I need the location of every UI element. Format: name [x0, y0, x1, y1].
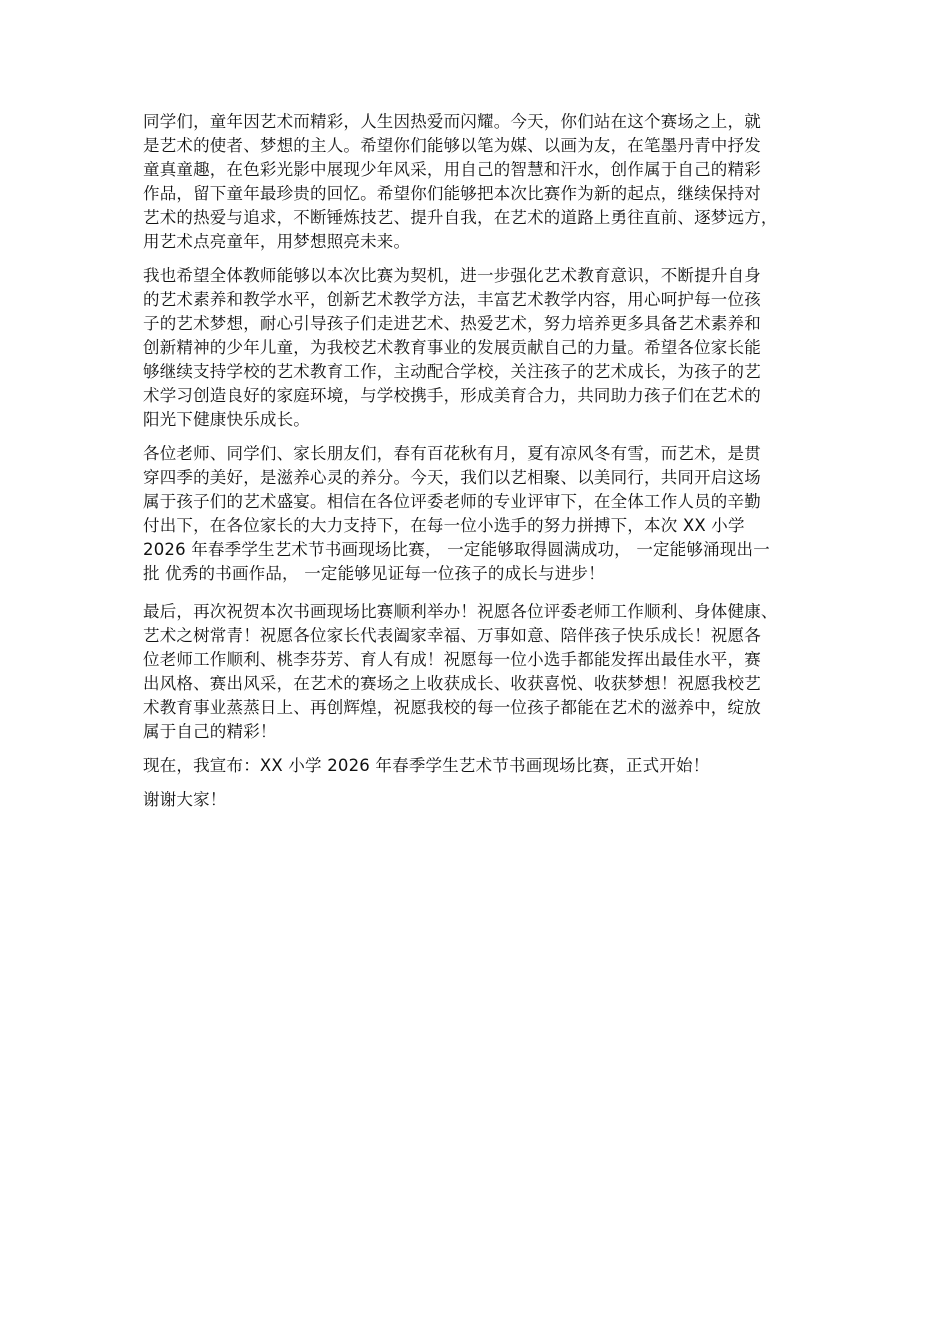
text-line: 2026 年春季学生艺术节书画现场比赛， 一定能够取得圆满成功， 一定能够涌现出一	[143, 540, 770, 559]
paragraph-thanks	[143, 788, 823, 812]
paragraph-students	[143, 110, 823, 254]
text-line: 各位老师、同学们、家长朋友们，春有百花秋有月，夏有凉风冬有雪，而艺术，是贯	[143, 444, 761, 463]
text-line: 出风格、赛出风采，在艺术的赛场之上收获成长、收获喜悦、收获梦想！祝愿我校艺	[143, 674, 761, 693]
text-line: 子的艺术梦想，耐心引导孩子们走进艺术、热爱艺术，努力培养更多具备艺术素养和	[143, 314, 761, 333]
paragraph-spacer	[143, 778, 823, 788]
paragraph-spacer	[143, 586, 823, 600]
text-line: 批 优秀的书画作品， 一定能够见证每一位孩子的成长与进步！	[143, 564, 605, 583]
text-line: 我也希望全体教师能够以本次比赛为契机，进一步强化艺术教育意识，不断提升自身	[143, 266, 761, 285]
text-line: 创新精神的少年儿童，为我校艺术教育事业的发展贡献自己的力量。希望各位家长能	[143, 338, 761, 357]
text-line: 穿四季的美好，是滋养心灵的养分。今天，我们以艺相聚、以美同行，共同开启这场	[143, 468, 761, 487]
text-line: 同学们，童年因艺术而精彩，人生因热爱而闪耀。今天，你们站在这个赛场之上，就	[143, 112, 761, 131]
text-line: 付出下，在各位家长的大力支持下，在每一位小选手的努力拼搏下，本次 XX 小学	[143, 516, 745, 535]
text-line: 最后，再次祝贺本次书画现场比赛顺利举办！祝愿各位评委老师工作顺利、身体健康、	[143, 602, 778, 621]
text-line: 作品，留下童年最珍贵的回忆。希望你们能够把本次比赛作为新的起点，继续保持对	[143, 184, 761, 203]
document-body	[143, 110, 823, 812]
text-line: 是艺术的使者、梦想的主人。希望你们能够以笔为媒、以画为友，在笔墨丹青中抒发	[143, 136, 761, 155]
paragraph-spacer	[143, 432, 823, 442]
paragraph-announcement	[143, 754, 823, 778]
paragraph-wishes	[143, 600, 823, 744]
text-line: 属于孩子们的艺术盛宴。相信在各位评委老师的专业评审下，在全体工作人员的辛勤	[143, 492, 761, 511]
text-line: 童真童趣，在色彩光影中展现少年风采，用自己的智慧和汗水，创作属于自己的精彩	[143, 160, 761, 179]
paragraph-spacer	[143, 254, 823, 264]
text-line: 属于自己的精彩！	[143, 722, 277, 741]
text-line: 阳光下健康快乐成长。	[143, 410, 310, 429]
text-line: 术学习创造良好的家庭环境，与学校携手，形成美育合力，共同助力孩子们在艺术的	[143, 386, 761, 405]
text-line: 够继续支持学校的艺术教育工作，主动配合学校，关注孩子的艺术成长，为孩子的艺	[143, 362, 761, 381]
text-line: 术教育事业蒸蒸日上、再创辉煌，祝愿我校的每一位孩子都能在艺术的滋养中，绽放	[143, 698, 761, 717]
text-line: 用艺术点亮童年，用梦想照亮未来。	[143, 232, 411, 251]
text-line: 艺术的热爱与追求，不断锤炼技艺、提升自我，在艺术的道路上勇往直前、逐梦远方，	[143, 208, 778, 227]
paragraph-teachers-parents	[143, 264, 823, 432]
paragraph-everyone	[143, 442, 823, 586]
text-line: 的艺术素养和教学水平，创新艺术教学方法，丰富艺术教学内容，用心呵护每一位孩	[143, 290, 761, 309]
paragraph-spacer	[143, 744, 823, 754]
text-line: 位老师工作顺利、桃李芬芳、育人有成！祝愿每一位小选手都能发挥出最佳水平，赛	[143, 650, 761, 669]
text-line: 艺术之树常青！祝愿各位家长代表阖家幸福、万事如意、陪伴孩子快乐成长！祝愿各	[143, 626, 761, 645]
text-line: 谢谢大家！	[143, 790, 227, 809]
text-line: 现在，我宣布：XX 小学 2026 年春季学生艺术节书画现场比赛，正式开始！	[143, 756, 710, 775]
